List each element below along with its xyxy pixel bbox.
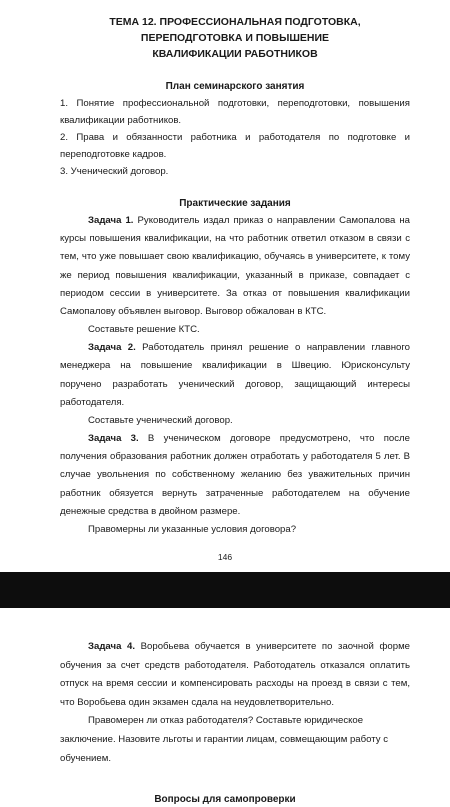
page-number: 146 — [217, 552, 233, 562]
practice-heading: Практические задания — [179, 198, 291, 209]
task-1 — [60, 212, 410, 321]
document-page-2 — [0, 608, 450, 800]
task-4-question: Правомерен ли отказ работодателя? Составьте юридическое заключение. Назовите льготы и гарантии лицам, совмещающим работу с обучением. — [60, 715, 389, 764]
task-4-label: Задача 4. — [88, 641, 136, 652]
task-3 — [60, 430, 410, 521]
page-separator — [0, 572, 450, 608]
task-2 — [60, 339, 410, 412]
task-1-label: Задача 1. — [88, 215, 134, 226]
task-2-text: Работодатель принял решение о направлении главного менеджера на повышение квалификации в Швецию. Юрисконсульту поручено разработать ученический договор, защищающий интересы работодателя. — [60, 342, 410, 408]
task-4 — [60, 638, 410, 712]
self-check-heading: Вопросы для самопроверки — [154, 794, 296, 805]
plan-heading: План семинарского занятия — [165, 81, 305, 92]
spacer — [60, 180, 410, 195]
plan-item-1: 1. Понятие профессиональной подготовки, переподготовки, повышения квалификации работников. — [60, 98, 410, 126]
task-1-question: Составьте решение КТС. — [88, 324, 200, 336]
task-4-text: Воробьева обучается в университете по заочной форме обучения за счет средств работодателя. Работодатель отказался оплатить отпуск на время сессии и компенсировать расходы на проезд в связи с тем, что Воробьева один экзамен сдала на неудовлетворительно. — [60, 641, 410, 708]
title-line-3: КВАЛИФИКАЦИИ РАБОТНИКОВ — [152, 48, 318, 60]
title-line-1: ТЕМА 12. ПРОФЕССИОНАЛЬНАЯ ПОДГОТОВКА, — [109, 16, 361, 28]
task-3-text: В ученическом договоре предусмотрено, что после получения образования работник должен отработать у работодателя 5 лет. В случае увольнения по собственному желанию без уважительных причин работник обязуется вернуть затраченные работодателем на обучение денежные средства в двойном размере. — [60, 433, 410, 517]
title-line-2: ПЕРЕПОДГОТОВКА И ПОВЫШЕНИЕ — [140, 32, 330, 44]
task-2-label: Задача 2. — [88, 342, 136, 354]
task-1-text: Руководитель издал приказ о направлении Самопалова на курсы повышения квалификации, на что работник ответил отказом в связи с тем, что уже повышает свою квалификацию, обучаясь в университете, к тому же период повышения квалификации, указанный в приказе, совпадает с периодом сессии в университете. За отказ от повышения квалификации Самопалову объявлен выговор. Выговор обжалован в КТС. — [60, 215, 411, 318]
plan-item-3: 3. Ученический договор. — [60, 166, 169, 177]
task-2-question: Составьте ученический договор. — [88, 415, 233, 427]
page-title — [60, 14, 410, 62]
task-3-question: Правомерны ли указанные условия договора? — [88, 524, 297, 536]
task-3-label: Задача 3. — [88, 433, 139, 445]
plan-item-2: 2. Права и обязанности работника и работодателя по подготовке и переподготовке кадров. — [60, 132, 410, 160]
